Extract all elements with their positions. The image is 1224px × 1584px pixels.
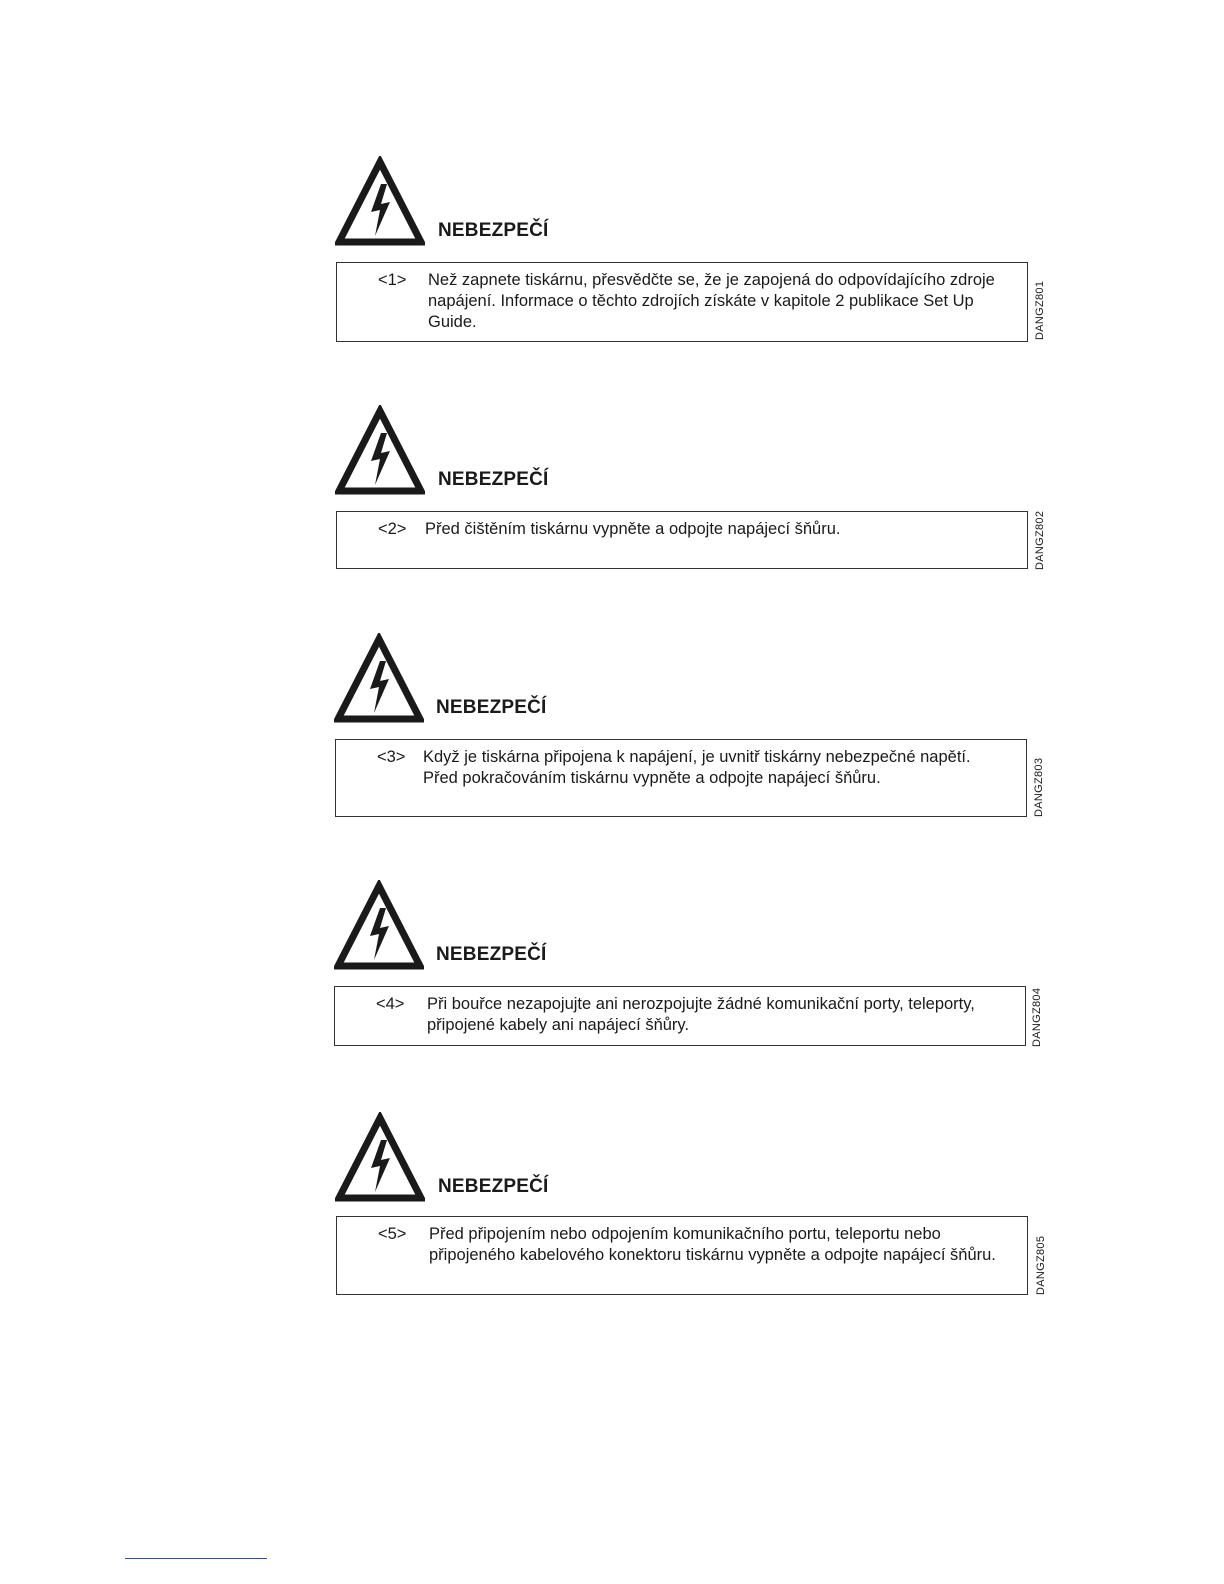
electrical-hazard-icon: [334, 633, 424, 723]
danger-heading: NEBEZPEČÍ: [438, 1176, 549, 1197]
notice-code: DANGZ802: [1034, 510, 1046, 570]
notice-code: DANGZ804: [1031, 987, 1043, 1047]
danger-heading: NEBEZPEČÍ: [436, 944, 547, 965]
notice-box: [336, 1216, 1028, 1295]
notice-number: <2>: [378, 520, 407, 538]
electrical-hazard-icon: [335, 1112, 425, 1202]
notice-box: [336, 262, 1028, 342]
notice-box: [336, 511, 1028, 569]
electrical-hazard-icon: [335, 156, 425, 246]
notice-number: <1>: [378, 271, 407, 289]
electrical-hazard-icon: [335, 405, 425, 495]
notice-text: Před připojením nebo odpojením komunikačního portu, teleportu nebo připojeného kabelového konektoru tiskárnu vypněte a odpojte napájecí šňůru.: [429, 1225, 996, 1264]
notice-code: DANGZ801: [1034, 280, 1046, 340]
notice-text: Před čištěním tiskárnu vypněte a odpojte napájecí šňůru.: [425, 520, 841, 538]
notice-box: [334, 986, 1026, 1046]
notice-number: <4>: [376, 995, 405, 1013]
danger-heading: NEBEZPEČÍ: [438, 220, 549, 241]
notice-text: Když je tiskárna připojena k napájení, je uvnitř tiskárny nebezpečné napětí. Před pokračováním tiskárnu vypněte a odpojte napájecí šňůru.: [423, 748, 971, 787]
notice-text: Při bouřce nezapojujte ani nerozpojujte žádné komunikační porty, teleporty, připojené kabely ani napájecí šňůry.: [427, 995, 975, 1034]
danger-heading: NEBEZPEČÍ: [436, 697, 547, 718]
notice-number: <5>: [378, 1225, 407, 1243]
notice-code: DANGZ805: [1035, 1235, 1047, 1295]
danger-heading: NEBEZPEČÍ: [438, 469, 549, 490]
electrical-hazard-icon: [334, 880, 424, 970]
notice-text: Než zapnete tiskárnu, přesvědčte se, že je zapojená do odpovídajícího zdroje napájení. Informace o těchto zdrojích získáte v kapitole 2 publikace Set Up Guide.: [428, 271, 995, 331]
notice-number: <3>: [377, 748, 406, 766]
notice-box: [335, 739, 1027, 817]
notice-code: DANGZ803: [1033, 757, 1045, 817]
footer-rule: [125, 1558, 267, 1559]
